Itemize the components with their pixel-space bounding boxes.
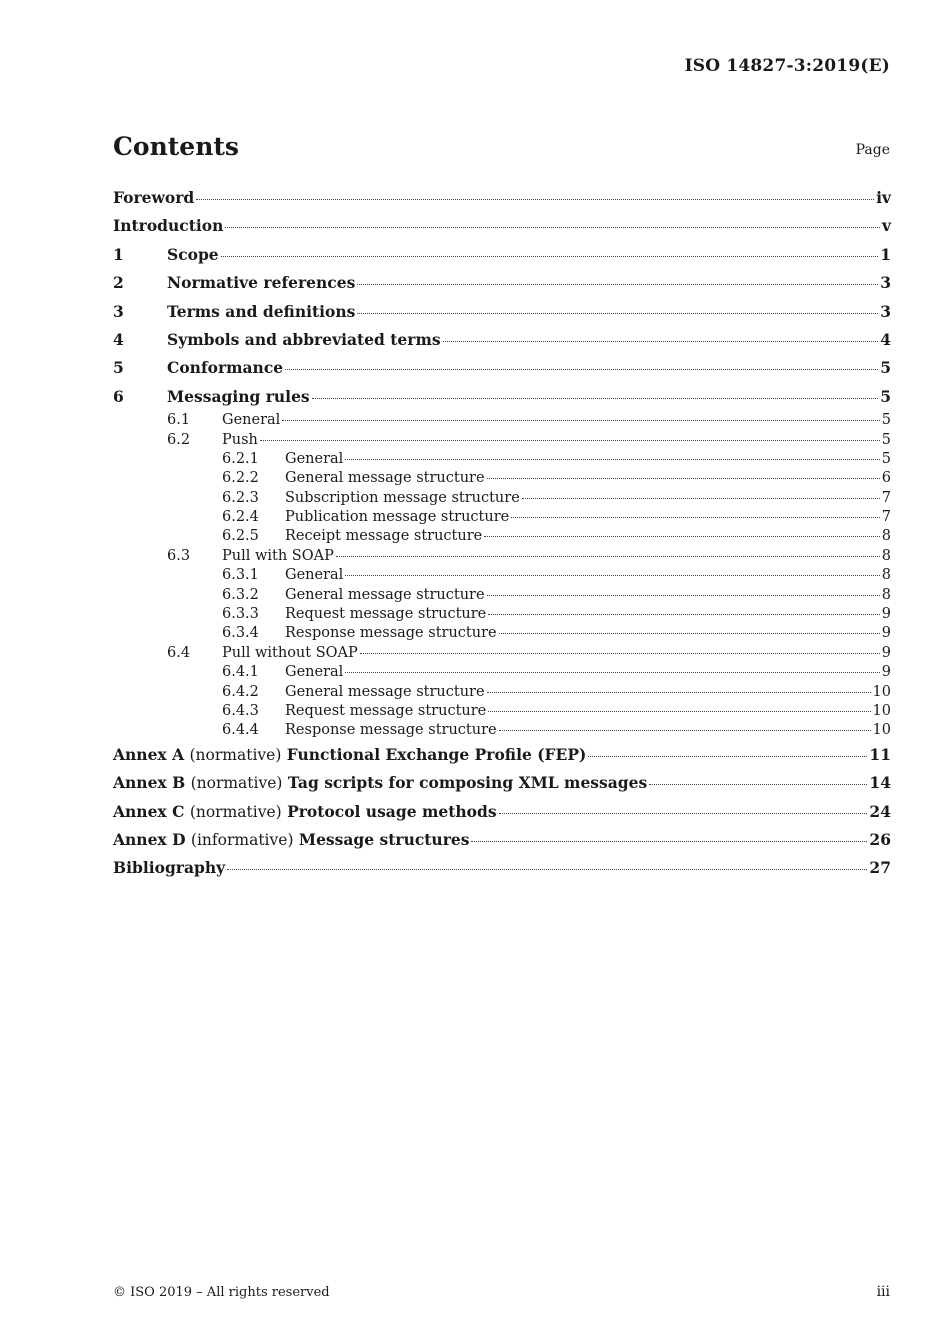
- toc-entry-number: 6.2.3: [222, 489, 259, 506]
- toc-entry-title: [113, 826, 469, 854]
- annex-label: Annex D: [113, 829, 186, 849]
- dot-leader: [336, 556, 880, 557]
- dot-leader: [487, 478, 880, 479]
- toc-entry-title: Foreword: [113, 188, 195, 207]
- dot-leader: [225, 227, 880, 228]
- toc-entry[interactable]: [113, 721, 891, 740]
- table-of-contents: [113, 184, 891, 883]
- toc-entry-page: 7: [881, 489, 891, 506]
- toc-entry-title: Receipt message structure: [285, 528, 483, 545]
- toc-entry-title: Scope: [167, 244, 219, 264]
- dot-leader: [260, 440, 880, 441]
- toc-entry-page: 6: [881, 470, 891, 487]
- annex-title: Message structures: [298, 829, 470, 849]
- toc-entry[interactable]: [113, 354, 891, 382]
- toc-entry-page: 8: [881, 567, 891, 584]
- toc-entry-title: Pull without SOAP: [222, 644, 358, 661]
- dot-leader: [312, 398, 879, 399]
- toc-entry[interactable]: [113, 683, 891, 702]
- annex-label: Annex A: [113, 744, 185, 764]
- toc-entry-page: 9: [881, 664, 891, 681]
- annex-qualifier: (informative): [190, 830, 294, 849]
- toc-entry-title: [113, 769, 647, 797]
- toc-entry-number: 6.4.4: [222, 722, 259, 739]
- toc-entry[interactable]: [113, 702, 891, 721]
- toc-entry[interactable]: [113, 508, 891, 527]
- toc-entry-number: 6.2.2: [222, 470, 259, 487]
- toc-entry[interactable]: [113, 431, 891, 450]
- toc-entry-number: 6.3.2: [222, 586, 259, 603]
- toc-entry-page: 14: [869, 773, 891, 793]
- toc-entry-page: 5: [881, 412, 891, 429]
- dot-leader: [522, 498, 880, 499]
- toc-entry-number: 6.3.1: [222, 567, 259, 584]
- toc-entry-title: Subscription message structure: [285, 489, 520, 506]
- toc-entry-title: General: [222, 412, 281, 429]
- dot-leader: [499, 730, 871, 731]
- toc-entry-number: 6.1: [167, 412, 191, 429]
- toc-entry-page: 5: [880, 358, 891, 378]
- dot-leader: [443, 341, 879, 342]
- dot-leader: [357, 313, 878, 314]
- toc-entry-title: Introduction: [113, 216, 224, 236]
- toc-entry-page: 9: [881, 606, 891, 623]
- toc-entry-number: 6.2.5: [222, 528, 259, 545]
- annex-label: Annex C: [113, 801, 185, 821]
- dot-leader: [488, 614, 880, 615]
- toc-entry-title: Publication message structure: [285, 509, 510, 526]
- toc-entry[interactable]: [113, 298, 891, 326]
- annex-qualifier: (normative): [189, 745, 282, 764]
- annex-qualifier: (normative): [190, 774, 283, 793]
- toc-entry[interactable]: [113, 450, 891, 469]
- toc-entry-number: 6.3.3: [222, 606, 259, 623]
- dot-leader: [588, 756, 867, 757]
- toc-entry[interactable]: [113, 411, 891, 430]
- toc-entry-number: 5: [113, 358, 124, 378]
- toc-entry-title: Terms and definitions: [167, 301, 356, 321]
- toc-entry[interactable]: [113, 663, 891, 682]
- dot-leader: [649, 784, 867, 785]
- toc-entry-number: 6.3: [167, 547, 191, 564]
- toc-entry[interactable]: [113, 547, 891, 566]
- toc-entry-page: 27: [869, 858, 891, 878]
- toc-entry[interactable]: [113, 605, 891, 624]
- dot-leader: [345, 672, 879, 673]
- toc-entry[interactable]: [113, 527, 891, 546]
- dot-leader: [499, 813, 868, 814]
- toc-entry-page: 26: [869, 829, 891, 849]
- toc-entry-title: Request message structure: [285, 606, 487, 623]
- dot-leader: [345, 575, 879, 576]
- toc-entry-number: 3: [113, 301, 124, 321]
- toc-entry-page: 9: [881, 644, 891, 661]
- toc-entry-title: General message structure: [285, 586, 485, 603]
- toc-entry-page: 1: [880, 244, 891, 264]
- dot-leader: [487, 595, 880, 596]
- toc-entry-number: 6.2.1: [222, 450, 259, 467]
- toc-entry-page: iv: [876, 188, 891, 207]
- toc-entry-page: 3: [880, 301, 891, 321]
- toc-entry[interactable]: [113, 212, 891, 240]
- footer-page-number: iii: [876, 1284, 890, 1300]
- toc-entry-page: 7: [881, 509, 891, 526]
- toc-entry-title: General: [285, 664, 344, 681]
- toc-entry[interactable]: [113, 644, 891, 663]
- toc-entry[interactable]: [113, 624, 891, 643]
- toc-entry-page: 4: [880, 329, 891, 349]
- toc-entry-title: [113, 741, 586, 769]
- toc-entry-title: Response message structure: [285, 625, 497, 642]
- toc-entry-title: Conformance: [167, 358, 284, 378]
- annex-title: Functional Exchange Profile (FEP): [286, 744, 587, 764]
- toc-entry-title: Request message structure: [285, 702, 487, 719]
- annex-title: Tag scripts for composing XML messages: [287, 773, 648, 793]
- dot-leader: [357, 284, 878, 285]
- dot-leader: [227, 869, 867, 870]
- toc-entry[interactable]: [113, 489, 891, 508]
- toc-entry-title: [113, 798, 497, 826]
- contents-title: Contents: [113, 132, 240, 161]
- toc-entry-page: 10: [872, 702, 891, 719]
- toc-entry[interactable]: [113, 469, 891, 488]
- dot-leader: [196, 199, 874, 200]
- toc-entry[interactable]: [113, 769, 891, 797]
- toc-entry-title: Symbols and abbreviated terms: [167, 329, 441, 349]
- toc-entry-number: 4: [113, 329, 124, 349]
- toc-entry[interactable]: [113, 854, 891, 882]
- toc-entry[interactable]: [113, 741, 891, 769]
- toc-entry-title: General: [285, 450, 344, 467]
- toc-entry-number: 6.4.3: [222, 702, 259, 719]
- dot-leader: [285, 369, 878, 370]
- annex-label: Annex B: [113, 773, 186, 793]
- annex-title: Protocol usage methods: [287, 801, 497, 821]
- toc-entry-number: 6.4.1: [222, 664, 259, 681]
- toc-entry-title: Response message structure: [285, 722, 497, 739]
- toc-entry-title: General message structure: [285, 683, 485, 700]
- toc-entry-number: 6.2.4: [222, 509, 259, 526]
- toc-entry-page: 10: [872, 683, 891, 700]
- dot-leader: [499, 633, 880, 634]
- toc-entry-title: Pull with SOAP: [222, 547, 334, 564]
- dot-leader: [484, 536, 880, 537]
- page-column-label: Page: [855, 142, 890, 158]
- toc-entry-page: 5: [881, 450, 891, 467]
- dot-leader: [360, 653, 880, 654]
- toc-entry-page: 24: [869, 801, 891, 821]
- toc-entry-page: v: [881, 216, 891, 236]
- toc-entry-page: 5: [880, 386, 891, 406]
- toc-entry-page: 5: [881, 431, 891, 448]
- toc-entry[interactable]: [113, 586, 891, 605]
- dot-leader: [345, 459, 879, 460]
- document-id: ISO 14827-3:2019(E): [684, 56, 890, 76]
- dot-leader: [511, 517, 880, 518]
- toc-entry[interactable]: [113, 241, 891, 269]
- toc-entry-number: 6.3.4: [222, 625, 259, 642]
- toc-entry-page: 8: [881, 586, 891, 603]
- toc-entry-page: 3: [880, 273, 891, 293]
- toc-entry-title: Messaging rules: [167, 386, 310, 406]
- dot-leader: [282, 420, 879, 421]
- toc-entry[interactable]: [113, 383, 891, 411]
- toc-entry-title: Push: [222, 431, 258, 448]
- toc-entry-page: 8: [881, 547, 891, 564]
- toc-entry-number: 2: [113, 273, 124, 293]
- toc-entry-title: General message structure: [285, 470, 485, 487]
- toc-entry-title: Bibliography: [113, 858, 226, 878]
- dot-leader: [487, 692, 871, 693]
- dot-leader: [221, 256, 879, 257]
- toc-entry-number: 6: [113, 386, 124, 406]
- toc-entry-number: 6.4.2: [222, 683, 259, 700]
- toc-entry-title: Normative references: [167, 273, 356, 293]
- dot-leader: [471, 841, 867, 842]
- footer-copyright: © ISO 2019 – All rights reserved: [113, 1285, 330, 1300]
- toc-entry[interactable]: [113, 826, 891, 854]
- toc-entry-number: 6.2: [167, 431, 191, 448]
- toc-entry[interactable]: [113, 184, 891, 212]
- toc-entry-page: 11: [869, 744, 891, 764]
- toc-entry[interactable]: [113, 566, 891, 585]
- dot-leader: [488, 711, 870, 712]
- toc-entry-page: 10: [872, 722, 891, 739]
- toc-entry[interactable]: [113, 326, 891, 354]
- toc-entry-page: 9: [881, 625, 891, 642]
- toc-entry-page: 8: [881, 528, 891, 545]
- toc-entry-title: General: [285, 567, 344, 584]
- toc-entry[interactable]: [113, 269, 891, 297]
- annex-qualifier: (normative): [189, 802, 282, 821]
- toc-entry[interactable]: [113, 798, 891, 826]
- toc-entry-number: 6.4: [167, 644, 191, 661]
- toc-entry-number: 1: [113, 244, 124, 264]
